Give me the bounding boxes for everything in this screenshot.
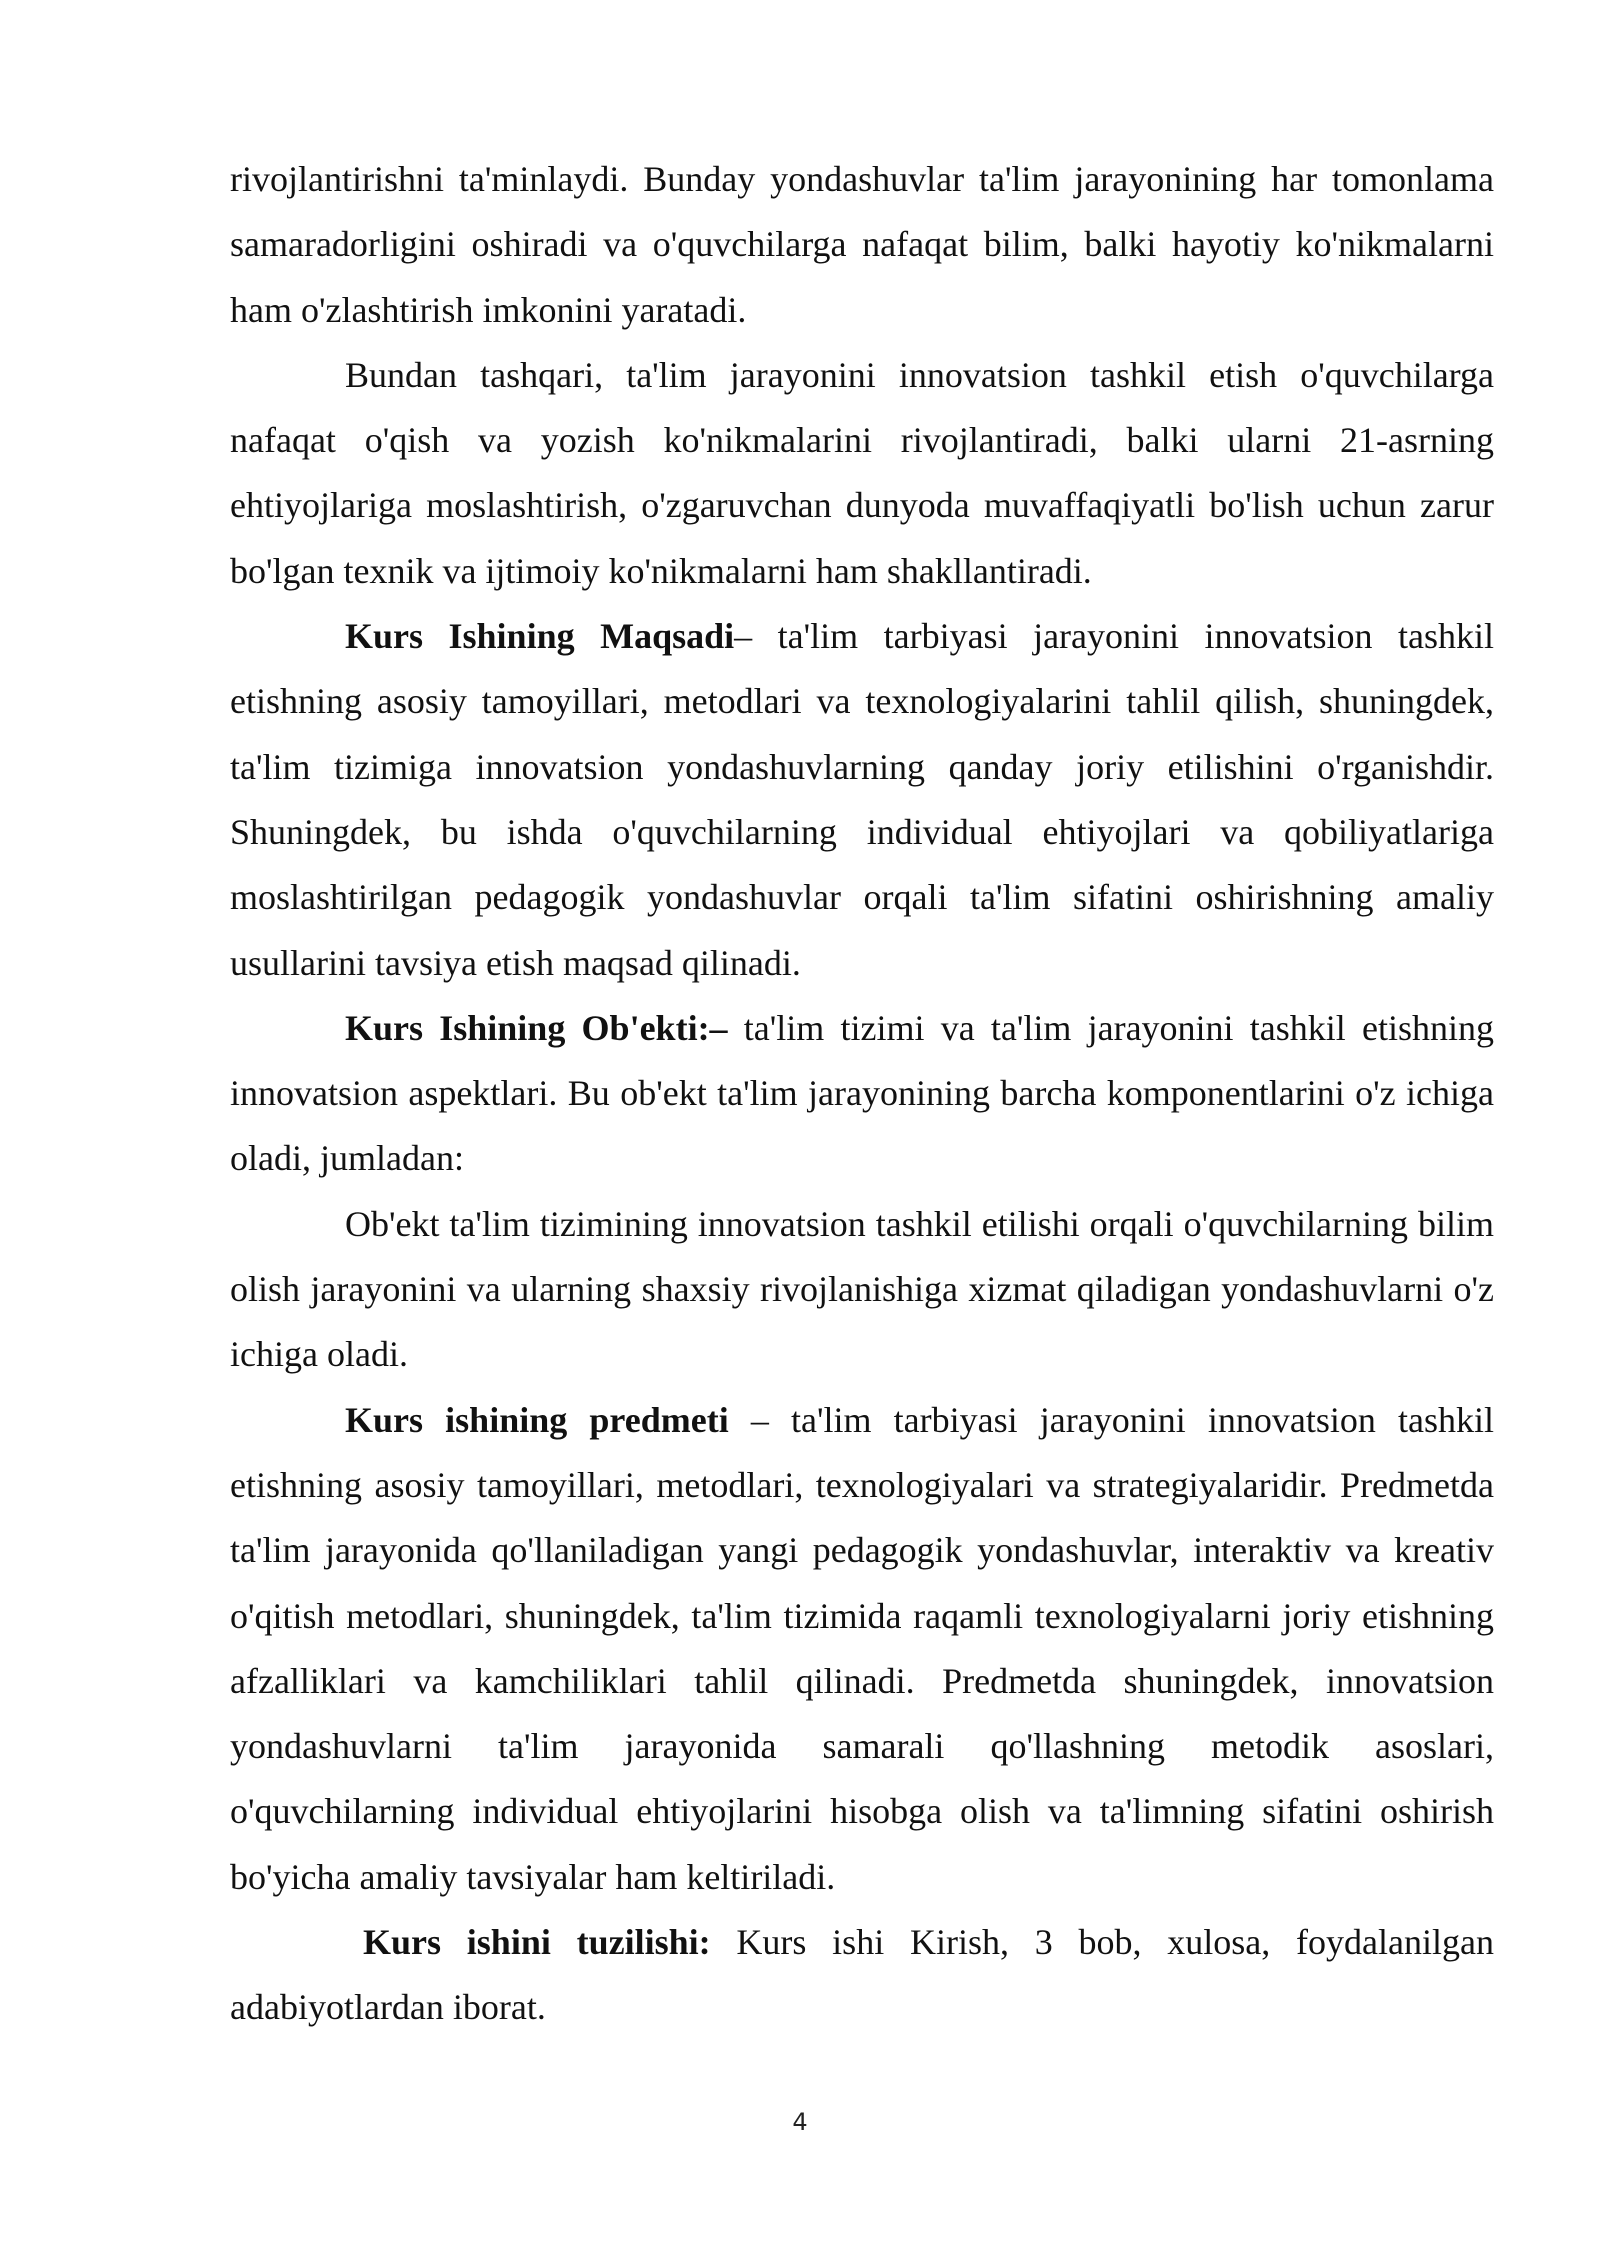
paragraph-innovative-organization: Bundan tashqari, ta'lim jarayonini innovatsion tashkil etish o'quvchilarga nafaqat o'qish va yozish ko'nikmalarini rivojlantiradi, balki ularni 21-asrning ehtiyojlariga moslashtirish, o'zgaruvchan dunyoda muvaffaqiyatli bo'lish uchun zarur bo'lgan texnik va ijtimoiy ko'nikmalarni ham shakllantiradi. xyxy=(230,354,1494,591)
course-subject-heading: Kurs ishining predmeti xyxy=(345,1399,729,1440)
course-goal-heading: Kurs Ishining Maqsadi xyxy=(345,616,735,657)
paragraph-course-goal xyxy=(230,604,1494,996)
page-body xyxy=(230,147,1494,2041)
paragraph-continuation: rivojlantirishni ta'minlaydi. Bunday yondashuvlar ta'lim jarayonining har tomonlama samaradorligini oshiradi va o'quvchilarga nafaqat bilim, balki hayotiy ko'nikmalarni ham o'zlashtirish imkonini yaratadi. xyxy=(230,159,1494,330)
paragraph-course-structure xyxy=(230,1910,1494,2041)
paragraph-object-detail: Ob'ekt ta'lim tizimining innovatsion tashkil etilishi orqali o'quvchilarning bilim olish jarayonini va ularning shaxsiy rivojlanishiga xizmat qiladigan yondashuvlarni o'z ichiga oladi. xyxy=(230,1203,1494,1375)
page-number: 4 xyxy=(792,2108,808,2136)
course-object-heading: Kurs Ishining Ob'ekti:– xyxy=(345,1007,728,1048)
course-subject-text: – ta'lim tarbiyasi jarayonini innovatsion tashkil etishning asosiy tamoyillari, metodlari, texnologiyalari va strategiyalaridir. Predmetda ta'lim jarayonida qo'llaniladigan yangi pedagogik yondashuvlar, interaktiv va kreativ o'qitish metodlari, shuningdek, ta'lim tizimida raqamli texnologiyalarni joriy etishning afzalliklari va kamchiliklari tahlil qilinadi. Predmetda shuningdek, innovatsion yondashuvlarni ta'lim jarayonida samarali qo'llashning metodik asoslari, o'quvchilarning individual ehtiyojlarini hisobga olish va ta'limning sifatini oshirish bo'yicha amaliy tavsiyalar ham keltiriladi. xyxy=(230,1399,1494,1897)
paragraph-course-object xyxy=(230,996,1494,1192)
course-structure-text: Kurs ishi Kirish, 3 bob, xulosa, foydalanilgan adabiyotlardan iborat. xyxy=(230,1922,1494,2028)
course-object-text: ta'lim tizimi va ta'lim jarayonini tashkil etishning innovatsion aspektlari. Bu ob'ekt ta'lim jarayonining barcha komponentlarini o'z ichiga oladi, jumladan: xyxy=(230,1007,1494,1179)
course-structure-heading: Kurs ishini tuzilishi: xyxy=(363,1922,711,1963)
course-goal-text: – ta'lim tarbiyasi jarayonini innovatsion tashkil etishning asosiy tamoyillari, metodlari va texnologiyalarini tahlil qilish, shuningdek, ta'lim tizimiga innovatsion yondashuvlarning qanday joriy etilishini o'rganishdir. Shuningdek, bu ishda o'quvchilarning individual ehtiyojlari va qobiliyatlariga moslashtirilgan pedagogik yondashuvlar orqali ta'lim sifatini oshirishning amaliy usullarini tavsiya etish maqsad qilinadi. xyxy=(230,616,1495,983)
paragraph-course-subject xyxy=(230,1388,1494,1910)
